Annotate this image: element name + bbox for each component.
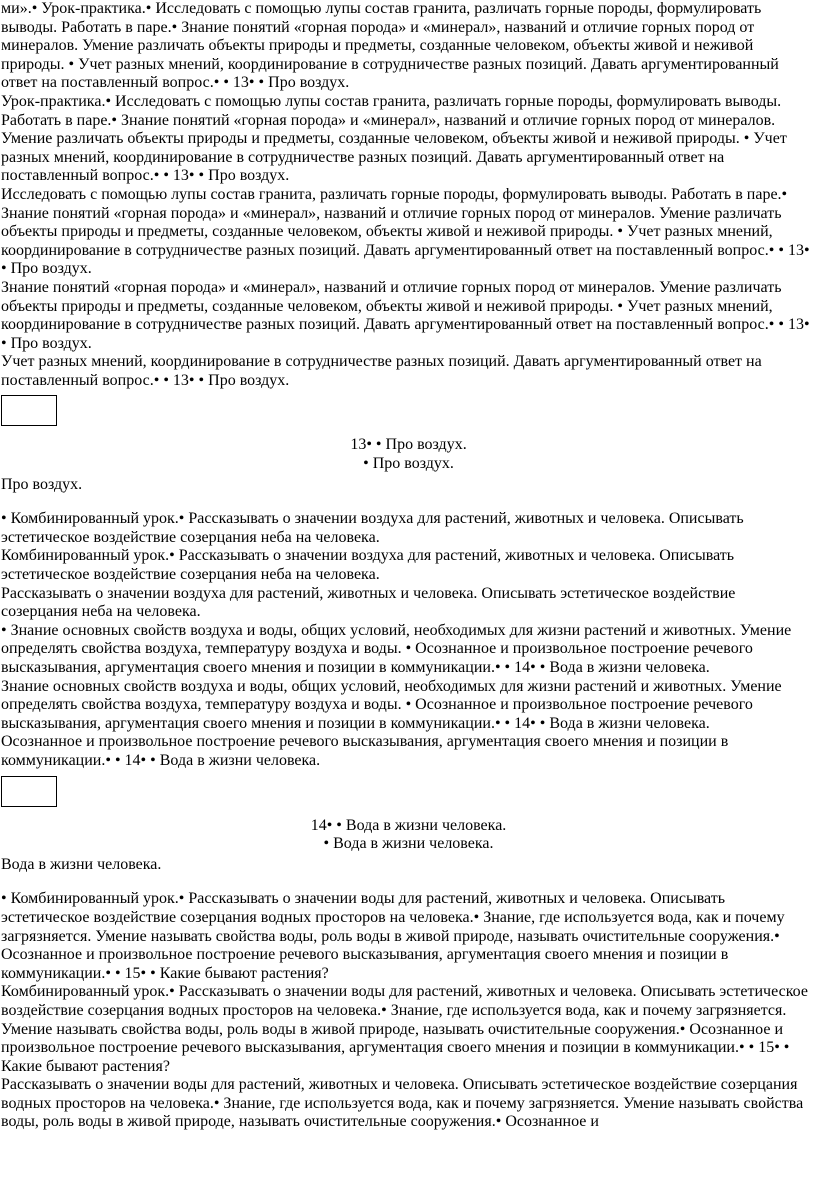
text-paragraph: Комбинированный урок.• Рассказывать о значении воздуха для растений, животных и человека. Описывать эстетическое воздействие созерцания неба на человека.	[1, 547, 735, 584]
empty-table-cell	[1, 776, 57, 807]
text-paragraph: ми».• Урок-практика.• Исследовать с помощью лупы состав гранита, различать горные породы, формулировать выводы. Работать в паре.• Знание понятий «горная порода» и «минерал», названий и отличие горных пород от минералов. Умение различать объекты природы и предметы, созданные человеком, объекты живой и неживой природы. • Учет разных мнений, координирование в сотрудничестве разных позиций. Давать аргументированный ответ на поставленный вопрос.• • 13• • Про воздух.	[1, 0, 779, 92]
text-paragraph: • Комбинированный урок.• Рассказывать о значении воздуха для растений, животных и человека. Описывать эстетическое воздействие созерцания неба на человека.	[1, 510, 744, 546]
text-paragraph: Комбинированный урок.• Рассказывать о значении воды для растений, животных и человека. Описывать эстетическое воздействие созерцания водных просторов на человека.• Знание, где используется вода, как и почему загрязняется. Умение называть свойства воды, роль воды в живой природе, называть очистительные сооружения.• Осознанное и произвольное построение речевого высказывания, аргументация своего мнения и позиции в коммуникации.• • 15• • Какие бывают растения?	[1, 983, 808, 1075]
text-paragraph: • Комбинированный урок.• Рассказывать о значении воды для растений, животных и человека. Описывать эстетическое воздействие созерцания водных просторов на человека.• Знание, где используется вода, как и почему загрязняется. Умение называть свойства воды, роль воды в живой природе, называть очистительные сооружения.• Осознанное и произвольное построение речевого высказывания, аргументация своего мнения и позиции в коммуникации.• • 15• • Какие бывают растения?	[1, 890, 785, 982]
text-paragraph: Осознанное и произвольное построение речевого высказывания, аргументация своего мнения и позиции в коммуникации.• • 14• • Вода в жизни человека.	[1, 733, 729, 769]
text-paragraph: • Знание основных свойств воздуха и воды, общих условий, необходимых для жизни растений и животных. Умение определять свойства воздуха, температуру воздуха и воды. • Осознанное и произвольное построение речевого высказывания, аргументация своего мнения и позиции в коммуникации.• • 14• • Вода в жизни человека.	[1, 621, 792, 676]
text-paragraph: Исследовать с помощью лупы состав гранита, различать горные породы, формулировать выводы. Работать в паре.• Знание понятий «горная порода» и «минерал», названий и отличие горных пород от минералов. Умение различать объекты природы и предметы, созданные человеком, объекты живой и неживой природы. • Учет разных мнений, координирование в сотрудничестве разных позиций. Давать аргументированный ответ на поставленный вопрос.• • 13• • Про воздух.	[1, 185, 810, 278]
centered-line: • Вода в жизни человека.	[323, 835, 494, 853]
section-heading: Вода в жизни человека.	[1, 855, 162, 873]
centered-line: 13• • Про воздух.	[350, 436, 467, 454]
text-paragraph: Урок-практика.• Исследовать с помощью лупы состав гранита, различать горные породы, формулировать выводы. Работать в паре.• Знание понятий «горная порода» и «минерал», названий и отличие горных пород от минералов. Умение различать объекты природы и предметы, созданные человеком, объекты живой и неживой природы. • Учет разных мнений, координирование в сотрудничестве разных позиций. Давать аргументированный ответ на поставленный вопрос.• • 13• • Про воздух.	[1, 92, 787, 185]
text-paragraph: Рассказывать о значении воды для растений, животных и человека. Описывать эстетическое воздействие созерцания водных просторов на человека.• Знание, где используется вода, как и почему загрязняется. Умение называть свойства воды, роль воды в живой природе, называть очистительные сооружения.• Осознанное и	[1, 1076, 804, 1131]
text-paragraph: Знание основных свойств воздуха и воды, общих условий, необходимых для жизни растений и животных. Умение определять свойства воздуха, температуру воздуха и воды. • Осознанное и произвольное построение речевого высказывания, аргументация своего мнения и позиции в коммуникации.• • 14• • Вода в жизни человека.	[1, 677, 782, 732]
text-paragraph: Рассказывать о значении воздуха для растений, животных и человека. Описывать эстетическое воздействие созерцания неба на человека.	[1, 584, 736, 621]
text-paragraph: Учет разных мнений, координирование в сотрудничестве разных позиций. Давать аргументированный ответ на поставленный вопрос.• • 13• • Про воздух.	[1, 353, 762, 389]
centered-line: • Про воздух.	[363, 455, 454, 473]
text-paragraph: Знание понятий «горная порода» и «минерал», названий и отличие горных пород от минералов. Умение различать объекты природы и предметы, созданные человеком, объекты живой и неживой природы. • Учет разных мнений, координирование в сотрудничестве разных позиций. Давать аргументированный ответ на поставленный вопрос.• • 13• • Про воздух.	[1, 278, 810, 352]
centered-line: 14• • Вода в жизни человека.	[310, 816, 507, 834]
empty-table-cell	[1, 395, 57, 426]
section-heading: Про воздух.	[1, 475, 83, 493]
